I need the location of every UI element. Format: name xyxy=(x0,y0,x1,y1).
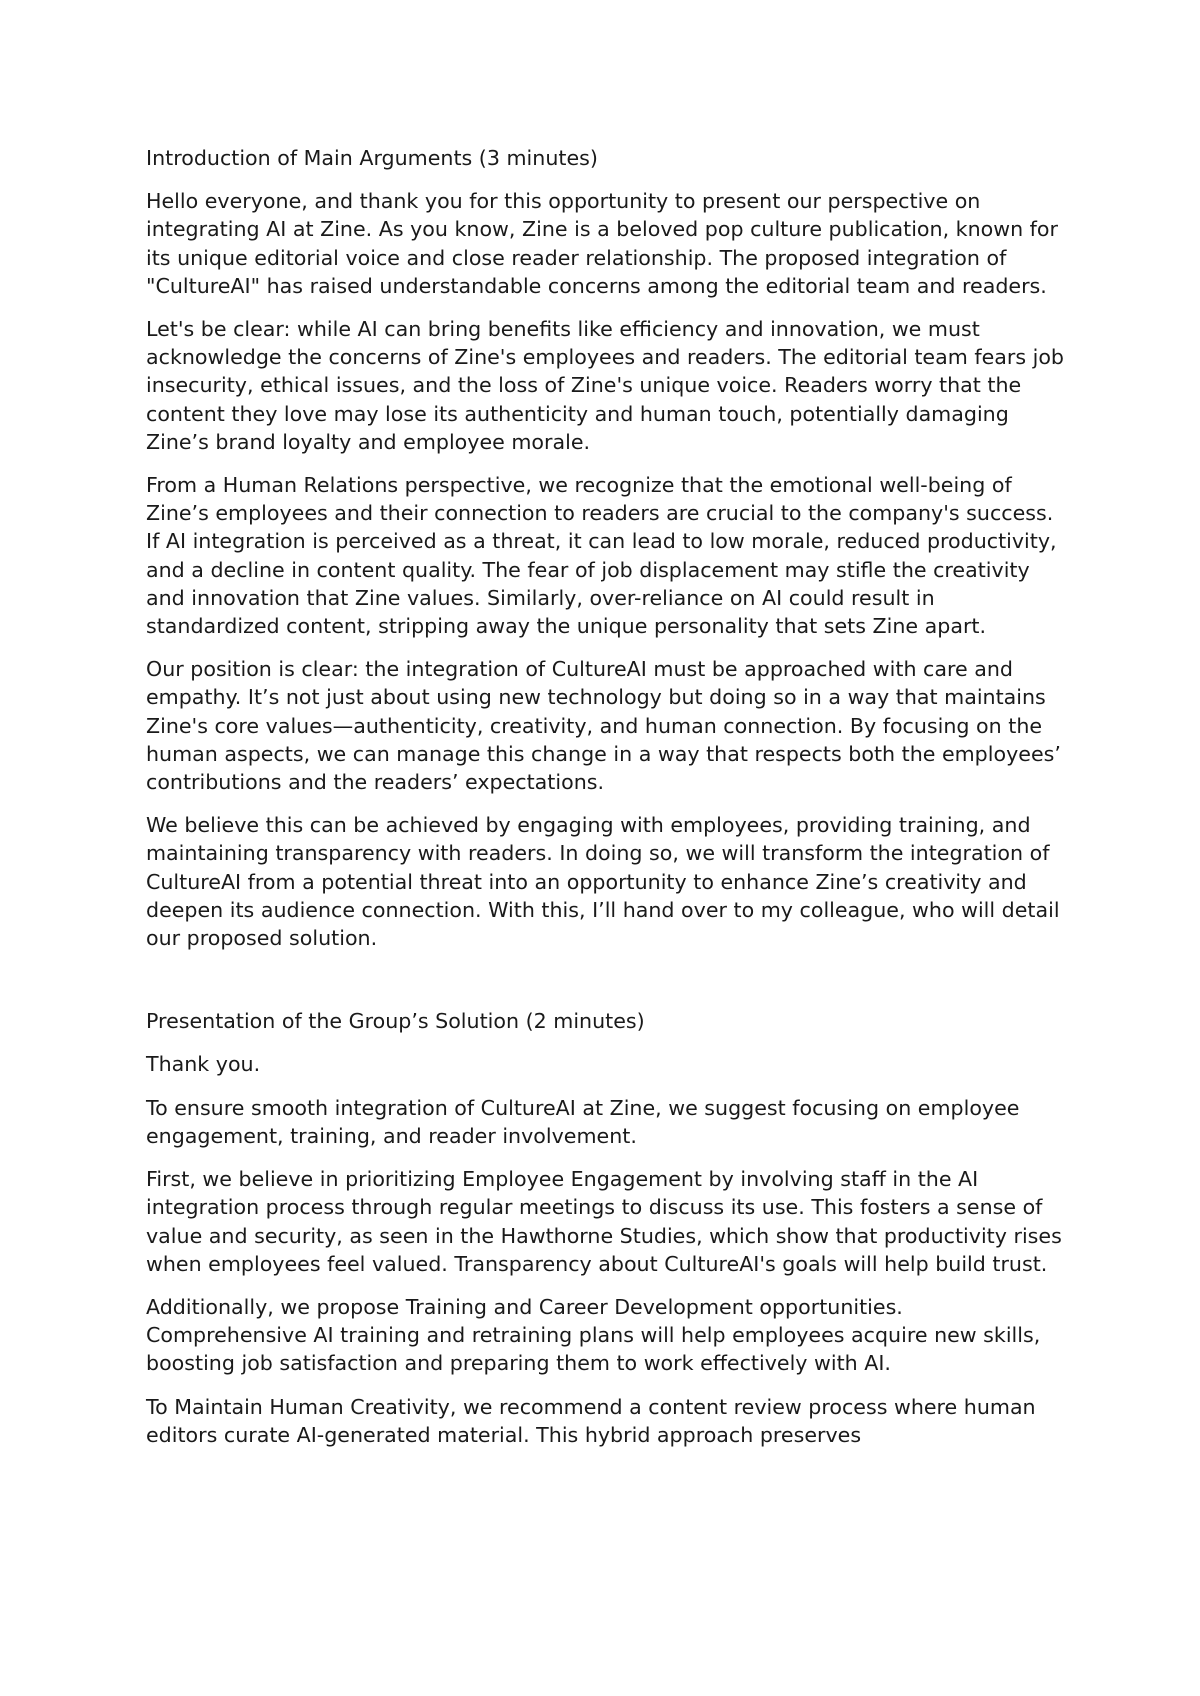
paragraph: To ensure smooth integration of CultureAI at Zine, we suggest focusing on employee engagement, training, and reader involvement. xyxy=(146,1095,1020,1148)
section-spacer xyxy=(146,967,1066,1007)
document-body xyxy=(146,144,1066,1464)
paragraph: Additionally, we propose Training and Career Development opportunities. Comprehensive AI training and retraining plans will help employees acquire new skills, boosting job satisfaction and preparing them to work effectively with AI. xyxy=(146,1294,1041,1376)
section-heading-introduction: Introduction of Main Arguments (3 minutes) xyxy=(146,146,598,170)
paragraph: Hello everyone, and thank you for this opportunity to present our perspective on integrating AI at Zine. As you know, Zine is a beloved pop culture publication, known for its unique editorial voice and close reader relationship. The proposed integration of "CultureAI" has raised understandable concerns among the editorial team and readers. xyxy=(146,189,1058,298)
paragraph: To Maintain Human Creativity, we recommend a content review process where human editors curate AI-generated material. This hybrid approach preserves xyxy=(146,1394,1036,1447)
paragraph: Let's be clear: while AI can bring benefits like efficiency and innovation, we must acknowledge the concerns of Zine's employees and readers. The editorial team fears job insecurity, ethical issues, and the loss of Zine's unique voice. Readers worry that the content they love may lose its authenticity and human touch, potentially damaging Zine’s brand loyalty and employee morale. xyxy=(146,317,1065,454)
paragraph: From a Human Relations perspective, we recognize that the emotional well-being of Zine’s employees and their connection to readers are crucial to the company's success. If AI integration is perceived as a threat, it can lead to low morale, reduced productivity, and a decline in content quality. The fear of job displacement may stifle the creativity and innovation that Zine values. Similarly, over-reliance on AI could result in standardized content, stripping away the unique personality that sets Zine apart. xyxy=(146,473,1057,639)
section-heading-solution: Presentation of the Group’s Solution (2 minutes) xyxy=(146,1009,645,1034)
paragraph: We believe this can be achieved by engaging with employees, providing training, and maintaining transparency with readers. In doing so, we will transform the integration of CultureAI from a potential threat into an opportunity to enhance Zine’s creativity and deepen its audience connection. With this, I’ll hand over to my colleague, who will detail our proposed solution. xyxy=(146,813,1060,951)
paragraph: Thank you. xyxy=(146,1052,261,1077)
paragraph: Our position is clear: the integration of CultureAI must be approached with care and empathy. It’s not just about using new technology but doing so in a way that maintains Zine's core values—authenticity, creativity, and human connection. By focusing on the human aspects, we can manage this change in a way that respects both the employees’ contributions and the readers’ expectations. xyxy=(146,657,1061,795)
paragraph: First, we believe in prioritizing Employee Engagement by involving staff in the AI integration process through regular meetings to discuss its use. This fosters a sense of value and security, as seen in the Hawthorne Studies, which show that productivity rises when employees feel valued. Transparency about CultureAI's goals will help build trust. xyxy=(146,1167,1062,1276)
